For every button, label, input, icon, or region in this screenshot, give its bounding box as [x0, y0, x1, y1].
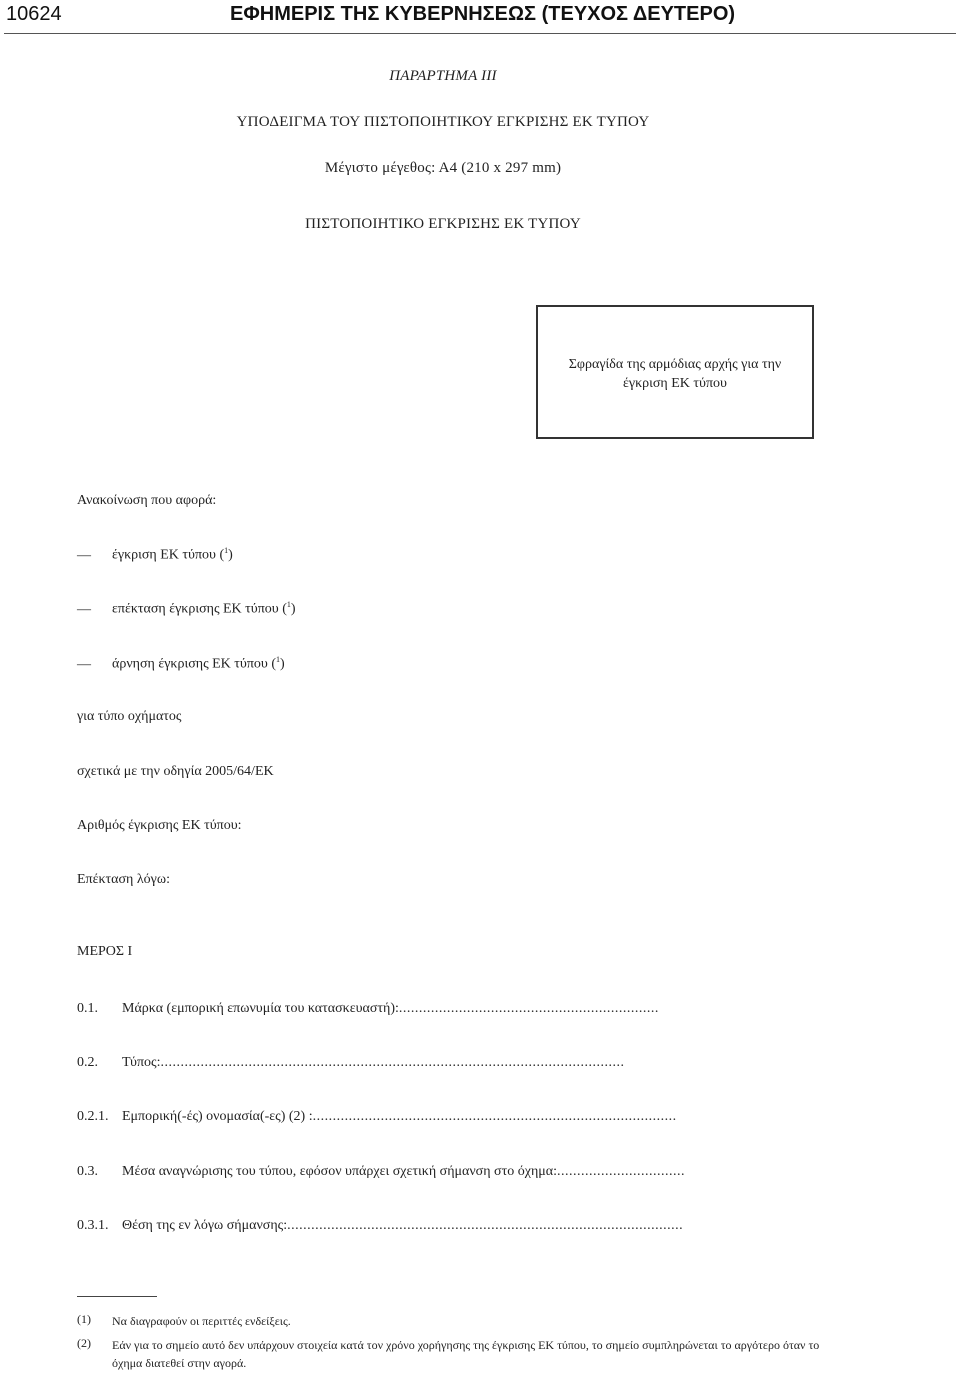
- item-0-1: [77, 1001, 659, 1017]
- approval-number-line: Αριθμός έγκρισης ΕΚ τύπου:: [77, 818, 242, 833]
- footnote-text: Να διαγραφούν οι περιττές ενδείξεις.: [112, 1314, 291, 1328]
- option-dash: —: [77, 656, 91, 672]
- option-approval: — έγκριση ΕΚ τύπου ($^1$): [77, 546, 233, 563]
- header-divider: [4, 33, 956, 34]
- stamp-line-2: έγκριση ΕΚ τύπου: [623, 376, 727, 391]
- directive-line: σχετικά με την οδηγία 2005/64/ΕΚ: [77, 764, 274, 779]
- fill-dots: ................................: [557, 1164, 685, 1179]
- footnote-ref: 1: [224, 546, 229, 555]
- fill-dots: ....................................................................................................................: [160, 1055, 625, 1070]
- footnote-mark: (1): [77, 1312, 91, 1326]
- certificate-title: ΠΙΣΤΟΠΟΙΗΤΙΚΟ ΕΓΚΡΙΣΗΣ ΕΚ ΤΥΠΟΥ: [305, 216, 581, 232]
- fill-dots: ...........................................................................................: [312, 1109, 677, 1124]
- footnote-ref: 1: [286, 600, 291, 609]
- item-number: 0.3.1.: [77, 1218, 109, 1233]
- item-0-2: [77, 1055, 624, 1071]
- option-extension: — επέκταση έγκρισης ΕΚ τύπου ($^1$): [77, 600, 296, 617]
- item-number: 0.1.: [77, 1001, 98, 1016]
- footnote-ref: 1: [276, 655, 281, 664]
- page-header: [0, 0, 960, 34]
- size-note: Μέγιστο μέγεθος: Α4 (210 x 297 mm): [324, 160, 562, 176]
- item-text: Μέσα αναγνώρισης του τύπου, εφόσον υπάρχει σχετική σήμανση στο όχημα:: [122, 1164, 557, 1179]
- fill-dots: ...................................................................................................: [287, 1218, 684, 1233]
- item-number: 0.2.1.: [77, 1109, 109, 1124]
- item-text: Εμπορική(-ές) ονομασία(-ες) (2) :: [122, 1109, 313, 1124]
- item-number: 0.2.: [77, 1055, 98, 1070]
- gazette-title: ΕΦΗΜΕΡΙΣ ΤΗΣ ΚΥΒΕΡΝΗΣΕΩΣ (ΤΕΥΧΟΣ ΔΕΥΤΕΡΟ): [230, 3, 736, 25]
- option-dash: —: [77, 547, 91, 563]
- option-text: επέκταση έγκρισης ΕΚ τύπου (: [112, 601, 287, 617]
- footnote-1: [77, 1312, 822, 1330]
- option-dash: —: [77, 601, 91, 617]
- item-0-3: [77, 1164, 685, 1180]
- page-number: 10624: [6, 3, 62, 25]
- stamp-caption: [538, 355, 812, 393]
- footnote-mark: (2): [77, 1336, 91, 1350]
- item-0-3-1: [77, 1218, 683, 1234]
- footnote-divider: [77, 1296, 157, 1297]
- option-refusal: — άρνηση έγκρισης ΕΚ τύπου ($^1$): [77, 655, 285, 672]
- item-text: Τύπος:: [122, 1055, 161, 1070]
- item-0-2-1: [77, 1109, 677, 1125]
- item-number: 0.3.: [77, 1164, 98, 1179]
- option-text: έγκριση ΕΚ τύπου (: [112, 547, 225, 563]
- annex-label: ΠΑΡΑΡΤΗΜΑ III: [389, 68, 497, 84]
- fill-dots: .................................................................: [398, 1001, 659, 1016]
- item-text: Μάρκα (εμπορική επωνυμία του κατασκευαστή):: [122, 1001, 399, 1016]
- footnote-text: Εάν για το σημείο αυτό δεν υπάρχουν στοιχεία κατά τον χρόνο χορήγησης της έγκρισης ΕΚ τύπου, το σημείο συμπληρώνεται το αργότερο όταν το όχημα διατεθεί στην αγορά.: [112, 1338, 820, 1370]
- model-title: ΥΠΟΔΕΙΓΜΑ ΤΟΥ ΠΙΣΤΟΠΟΙΗΤΙΚΟΥ ΕΓΚΡΙΣΗΣ ΕΚ ΤΥΠΟΥ: [236, 114, 650, 130]
- communication-label: Ανακοίνωση που αφορά:: [77, 493, 217, 508]
- extension-reason-line: Επέκταση λόγω:: [77, 872, 170, 887]
- stamp-line-1: Σφραγίδα της αρμόδιας αρχής για την: [568, 357, 782, 372]
- part-heading: ΜΕΡΟΣ Ι: [77, 944, 133, 959]
- item-text: Θέση της εν λόγω σήμανσης:: [122, 1218, 288, 1233]
- vehicle-type-line: για τύπο οχήματος: [77, 709, 182, 724]
- stamp-box: [536, 305, 814, 439]
- option-text: άρνηση έγκρισης ΕΚ τύπου (: [112, 656, 277, 672]
- footnote-2: [77, 1336, 822, 1372]
